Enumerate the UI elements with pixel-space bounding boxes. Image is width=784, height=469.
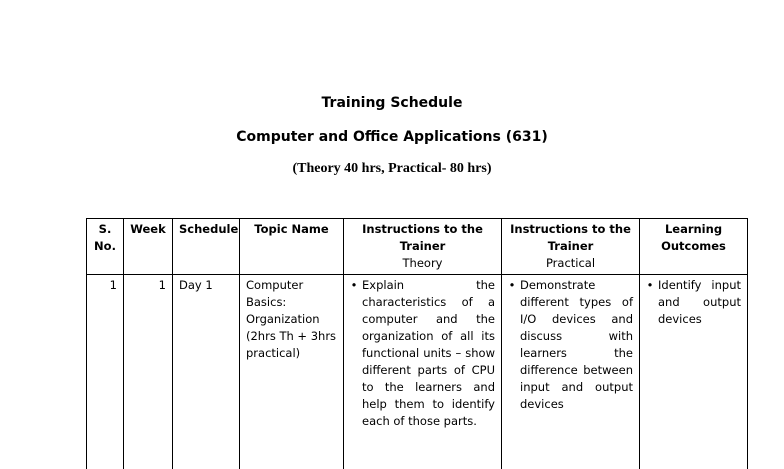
header-practical-line2: Trainer: [548, 239, 594, 253]
header-topic: Topic Name: [240, 219, 344, 275]
training-schedule-table: [86, 218, 748, 469]
header-practical: [502, 219, 640, 275]
cell-schedule: Day 1: [173, 275, 240, 469]
cell-sno: 1: [87, 275, 124, 469]
header-theory: [344, 219, 502, 275]
practical-text: Demonstrate different types of I/O devices and discuss with learners the difference between input and output devices: [520, 277, 633, 413]
header-outcomes-line1: Learning: [665, 222, 722, 236]
header-theory-line2: Trainer: [400, 239, 446, 253]
header-schedule: Schedule: [173, 219, 240, 275]
theory-text: Explain the characteristics of a computer and the organization of all its functional units – show different parts of CPU to the learners and help them to identify each of those parts.: [362, 277, 495, 430]
header-outcomes: [640, 219, 748, 275]
header-sno: [87, 219, 124, 275]
header-practical-line3: Practical: [546, 256, 595, 270]
header-theory-line3: Theory: [403, 256, 443, 270]
course-hours: (Theory 40 hrs, Practical- 80 hrs): [0, 161, 784, 177]
cell-topic: Computer Basics: Organization (2hrs Th + 3hrs practical): [240, 275, 344, 469]
course-title: Computer and Office Applications (631): [0, 129, 784, 145]
cell-theory: [344, 275, 502, 469]
table-header-row: [87, 219, 748, 275]
header-practical-line1: Instructions to the: [510, 222, 631, 236]
header-week: Week: [124, 219, 173, 275]
bullet-icon: •: [504, 277, 520, 413]
outcomes-text: Identify input and output devices: [658, 277, 741, 328]
header-theory-line1: Instructions to the: [362, 222, 483, 236]
bullet-icon: •: [642, 277, 658, 328]
cell-week: 1: [124, 275, 173, 469]
document-title: Training Schedule: [0, 95, 784, 111]
table-row: [87, 275, 748, 469]
cell-outcomes: [640, 275, 748, 469]
header-sno-line2: No.: [94, 239, 116, 253]
header-outcomes-line2: Outcomes: [661, 239, 726, 253]
bullet-icon: •: [346, 277, 362, 430]
header-sno-line1: S.: [99, 222, 112, 236]
cell-practical: [502, 275, 640, 469]
